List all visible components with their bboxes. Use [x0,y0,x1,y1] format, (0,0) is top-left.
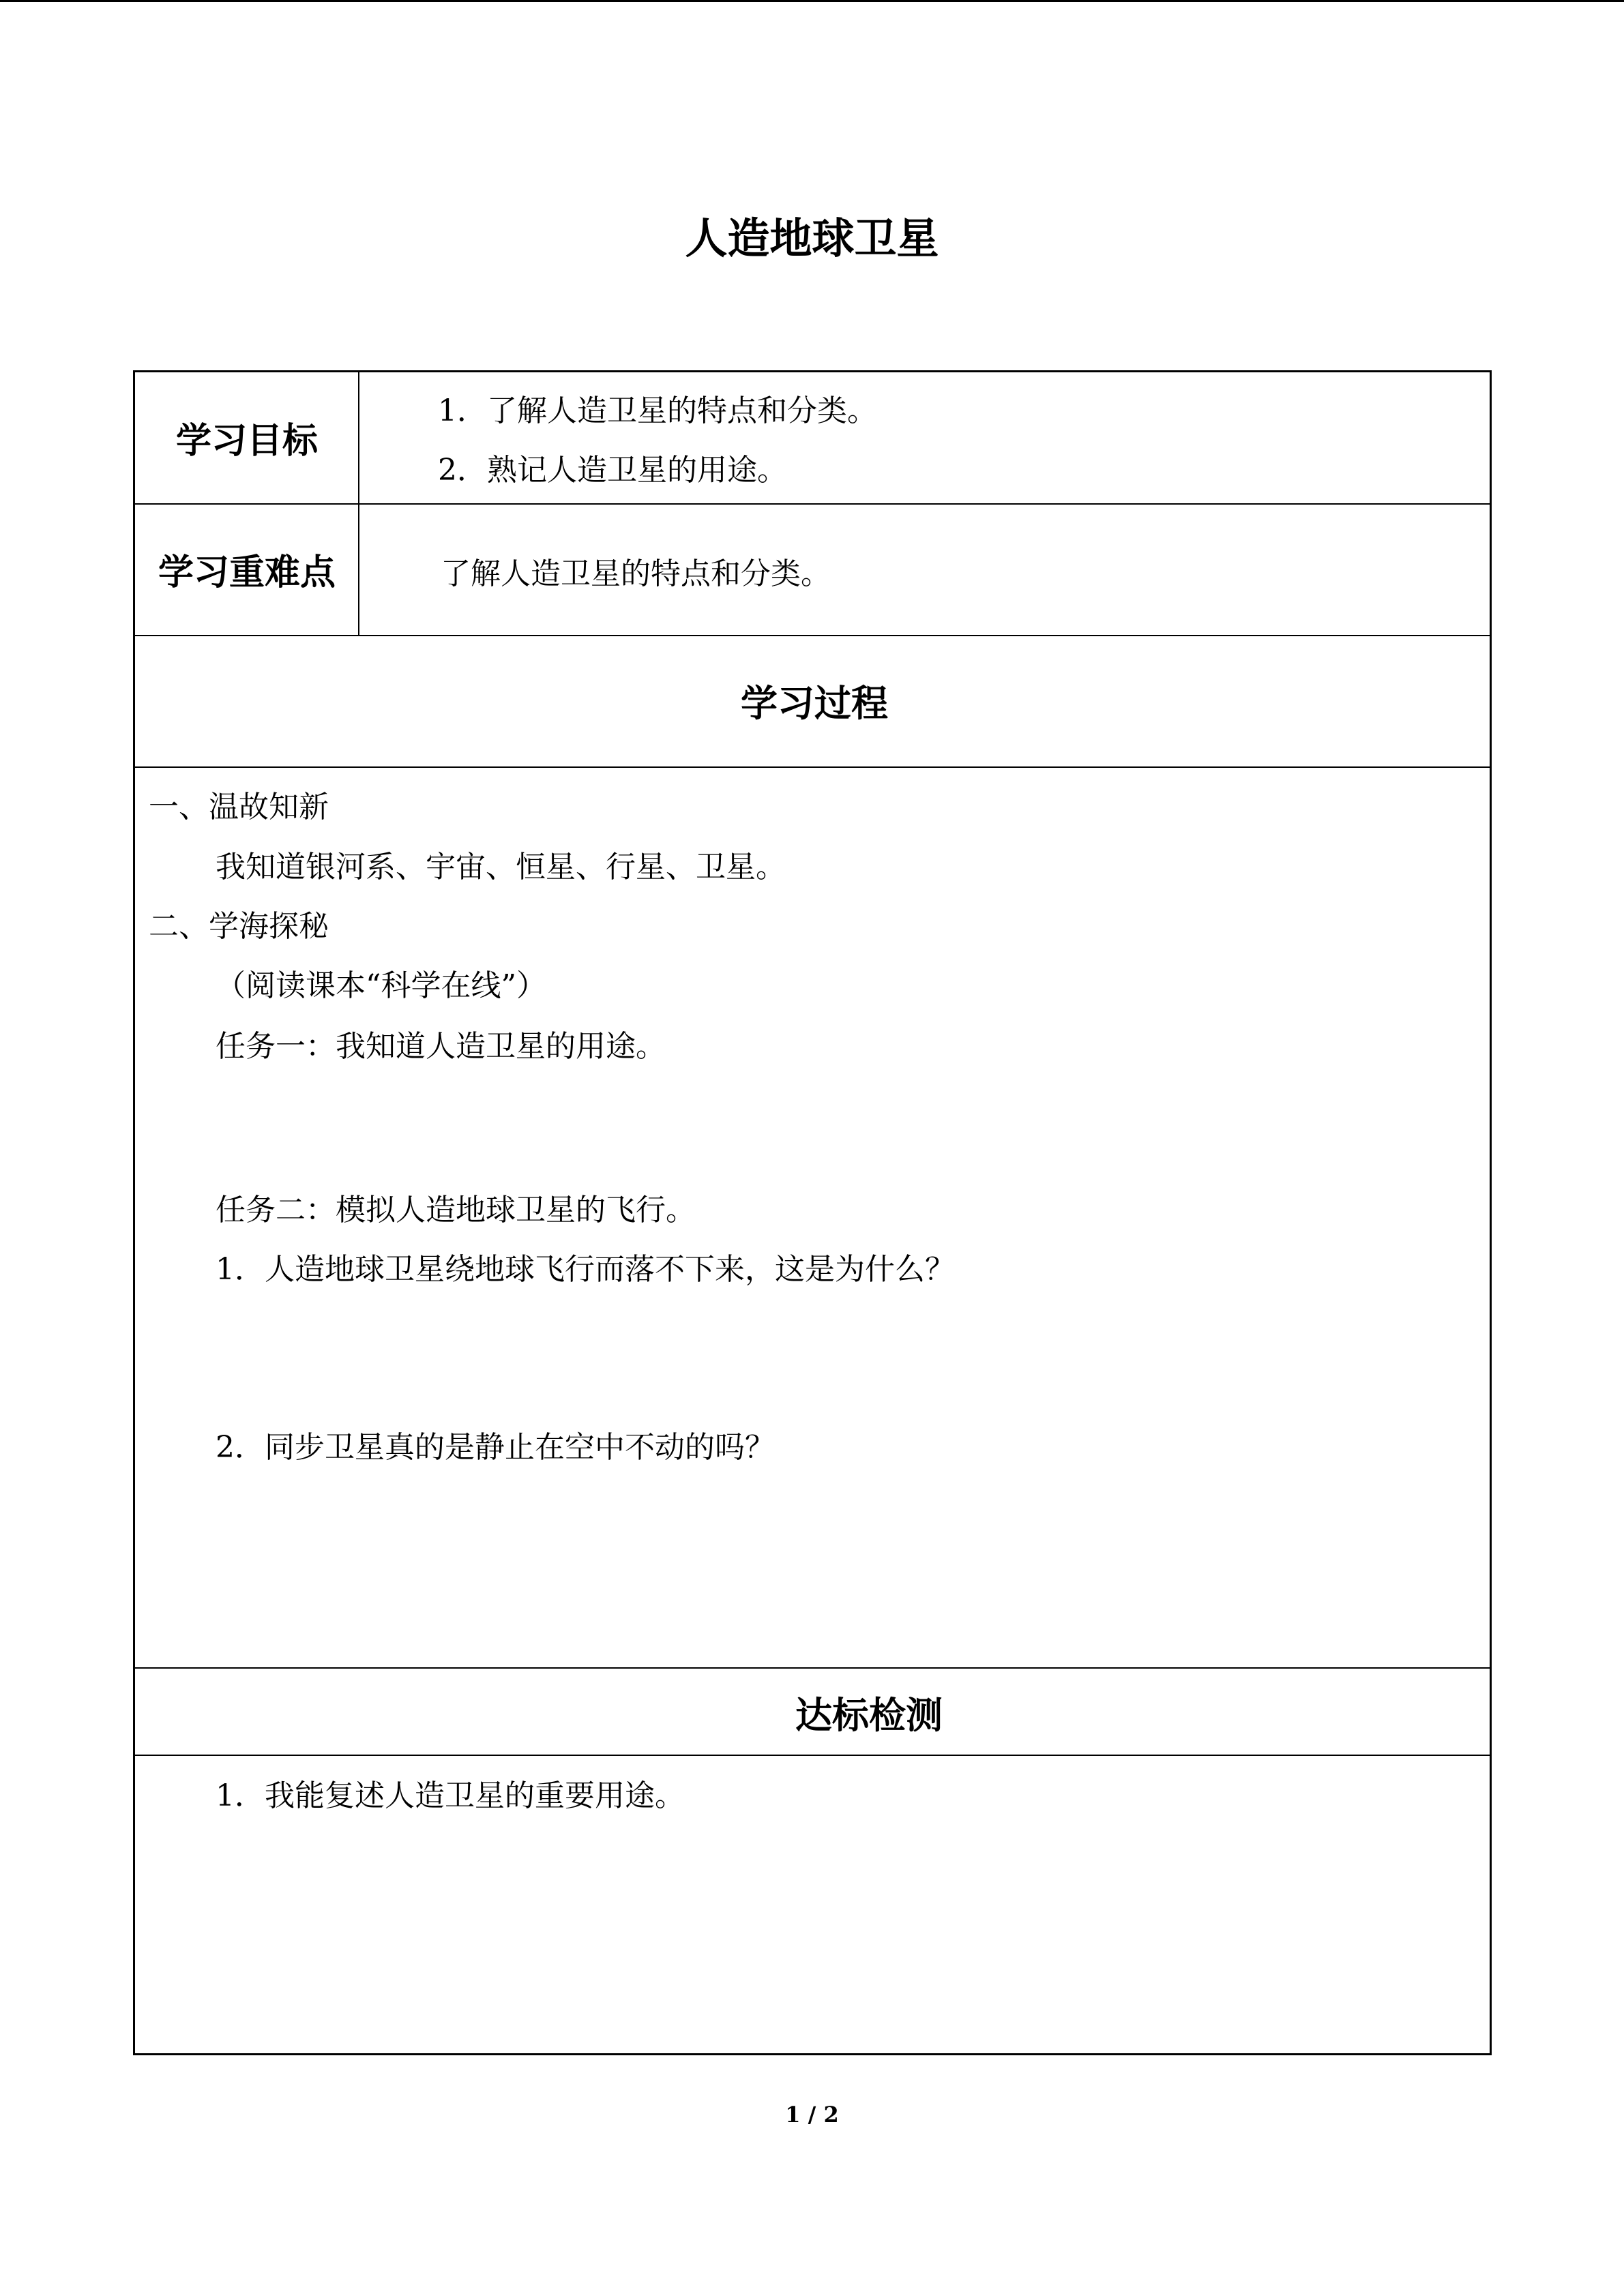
row-divider-process-heading [135,766,1490,768]
process-line: 1．人造地球卫星绕地球飞行而落不下来，这是为什么？ [216,1252,955,1287]
objectives-label: 学习目标 [175,421,318,462]
process-line: 任务二：模拟人造地球卫星的飞行。 [216,1193,696,1227]
page-top-border [0,0,1624,2]
assessment-heading: 达标检测 [795,1694,943,1737]
process-line: 任务一：我知道人造卫星的用途。 [216,1029,666,1064]
process-line: （阅读课本“科学在线”） [216,968,546,1003]
page-title: 人造地球卫星 [685,213,939,263]
worksheet-table [133,370,1492,2055]
row-divider-process-body [135,1667,1490,1669]
page-number: 1 / 2 [785,2102,839,2128]
process-line: 2．同步卫星真的是静止在空中不动的吗？ [216,1430,775,1465]
row-divider-objectives [135,503,1490,505]
key-points-label: 学习重难点 [158,552,336,593]
row-divider-assessment-heading [135,1755,1490,1756]
process-line: 一、温故知新 [149,790,329,824]
assessment-line: 1．我能复述人造卫星的重要用途。 [216,1778,685,1813]
process-line: 二、学海探秘 [149,909,329,944]
objective-item: 1．了解人造卫星的特点和分类。 [438,393,877,428]
process-heading: 学习过程 [741,682,888,725]
key-points-text: 了解人造卫星的特点和分类。 [441,556,831,591]
process-line: 我知道银河系、宇宙、恒星、行星、卫星。 [216,850,786,884]
objective-item: 2．熟记人造卫星的用途。 [438,453,787,488]
row-divider-keypoints [135,635,1490,636]
